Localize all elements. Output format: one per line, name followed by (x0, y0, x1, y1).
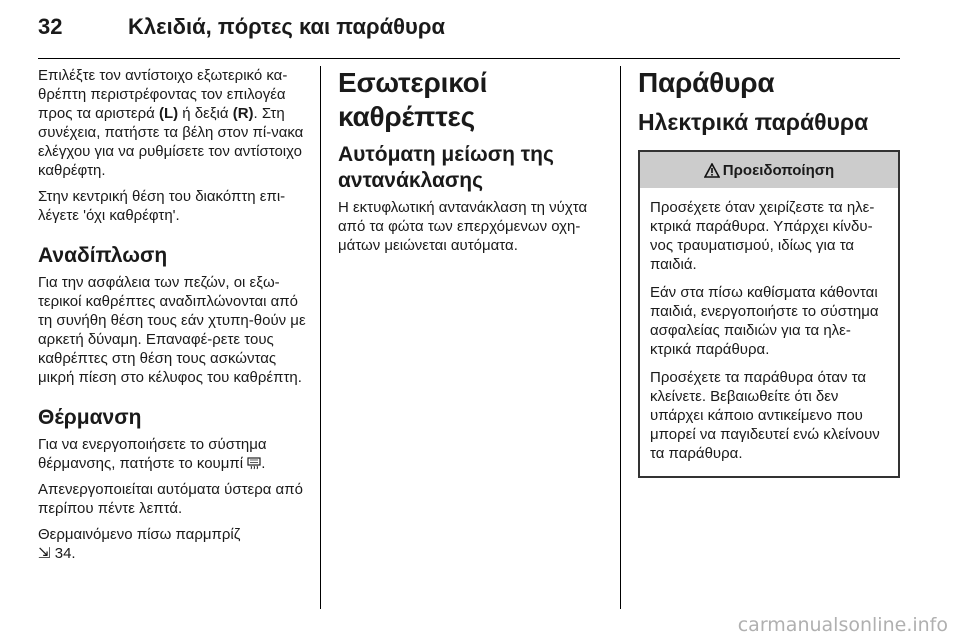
auto-dimming-paragraph: Η εκτυφλωτική αντανάκλαση τη νύχτα από τα φώτα των επερχόμενων οχη-μάτων μειώνεται αυτόματα. (338, 199, 588, 254)
header-title: Κλειδιά, πόρτες και παράθυρα (128, 14, 445, 39)
heating-paragraph-2: Απενεργοποιείται αυτόματα ύστερα από περίπου πέντε λεπτά. (38, 481, 303, 517)
warning-paragraph-1: Προσέχετε όταν χειρίζεστε τα ηλε-κτρικά παράθυρα. Υπάρχει κίνδυ-νος τραυματισμού, ιδίως για τα παιδιά. (650, 199, 875, 273)
center-position-paragraph: Στην κεντρική θέση του διακόπτη επι-λέγετε 'όχι καθρέφτη'. (38, 188, 286, 224)
folding-paragraph: Για την ασφάλεια των πεζών, οι εξω-τερικοί καθρέπτες αναδιπλώνονται από τη συνήθη θέση τους εάν χτυπη-θούν με αρκετή δύναμη. Επαναφέ-ρετε τους καθρέπτες στη θέση τους ασκώντας μικρή πίεση στο κέλυφος του καθρέπτη. (38, 274, 306, 386)
page-header (38, 14, 900, 44)
warning-paragraph-2: Εάν στα πίσω καθίσματα κάθονται παιδιά, ενεργοποιήστε το σύστημα ασφαλείας παιδιών για τα ηλε-κτρικά παράθυρα. (650, 284, 879, 358)
heading-heating: Θέρμανση (38, 406, 142, 429)
header-rule (38, 58, 900, 59)
subheading-power-windows: Ηλεκτρικά παράθυρα (638, 109, 869, 135)
warning-triangle-icon (704, 163, 720, 178)
warning-body (640, 188, 898, 476)
warning-header (640, 152, 898, 188)
heading-folding: Αναδίπλωση (38, 244, 168, 267)
subheading-auto-dimming: Αυτόματη μείωση της αντανάκλασης (338, 143, 554, 192)
rear-window-heater-icon (247, 456, 261, 470)
column-divider-2 (620, 66, 621, 609)
column-right (638, 66, 900, 478)
watermark: carmanualsonline.info (737, 614, 948, 636)
section-title-windows: Παράθυρα (638, 67, 775, 98)
column-middle (338, 66, 608, 262)
page-reference[interactable]: 34. (54, 545, 76, 562)
heating-paragraph-3: Θερμαινόμενο πίσω παρμπρίζ ⇲ 34. (38, 526, 241, 562)
column-left (38, 66, 306, 570)
page-number: 32 (38, 14, 63, 39)
page-ref-arrow-icon: ⇲ (38, 545, 51, 562)
column-divider-1 (320, 66, 321, 609)
heating-paragraph-1: Για να ενεργοποιήσετε το σύστημα θέρμανσης, πατήστε το κουμπί . (38, 436, 267, 472)
section-title-interior-mirrors: Εσωτερικοί καθρέπτες (338, 67, 488, 132)
warning-label: Προειδοποίηση (722, 161, 835, 179)
warning-paragraph-3: Προσέχετε τα παράθυρα όταν τα κλείνετε. Βεβαιωθείτε ότι δεν υπάρχει κάποιο αντικείμενο που μπορεί να παγιδευτεί ενώ κλείνουν τα παράθυρα. (650, 369, 880, 462)
mirror-select-paragraph: Επιλέξτε τον αντίστοιχο εξωτερικό κα-θρέπτη περιστρέφοντας τον επιλογέα προς τα αριστερά (L) ή δεξιά (R). Στη συνέχεια, πατήστε τα βέλη στον πί-νακα ελέγχου για να ρυθμίσετε τον αντίστοιχο καθρέφτη. (38, 67, 304, 179)
warning-box (638, 150, 900, 478)
